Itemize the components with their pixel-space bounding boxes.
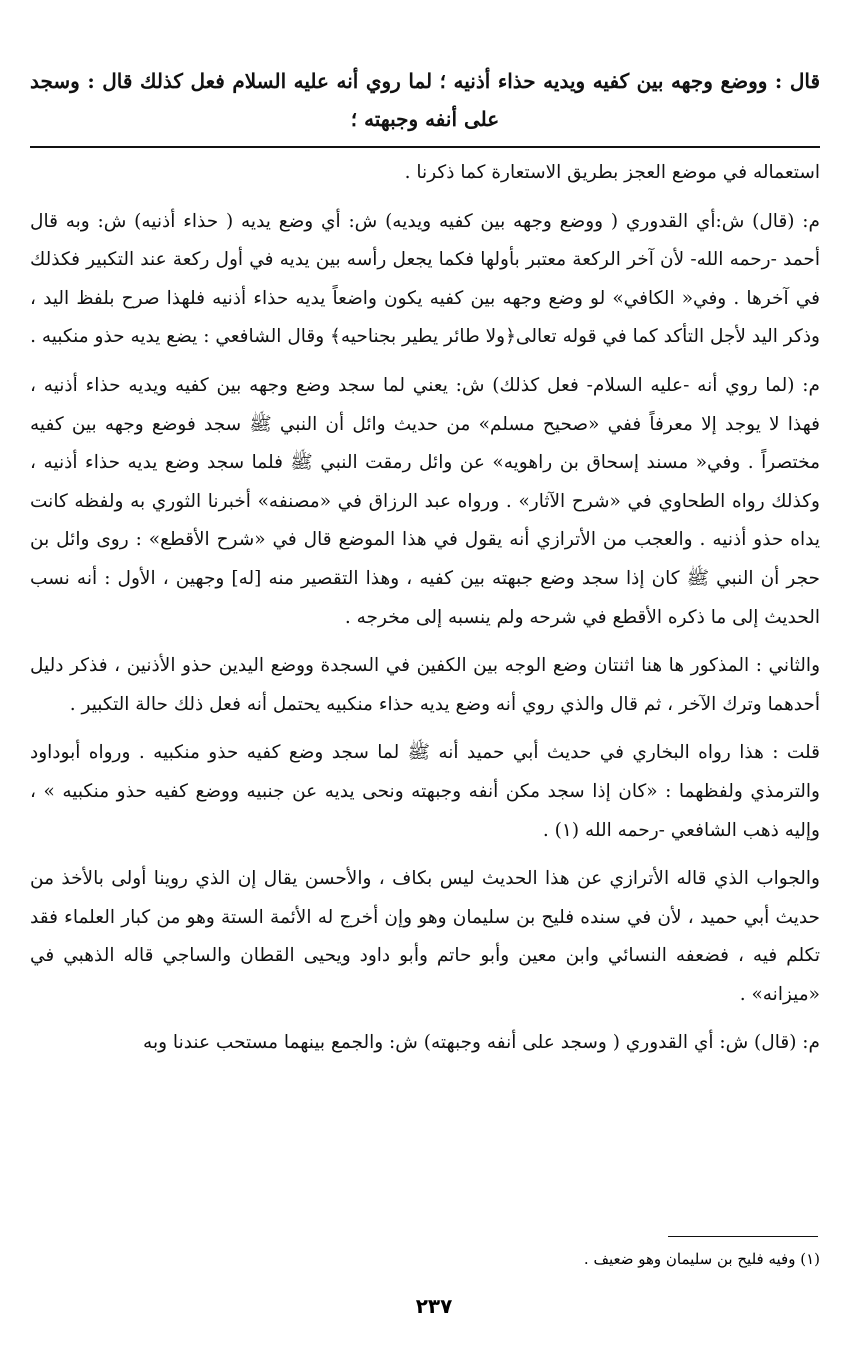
paragraph-text: م: (لما روي أنه -عليه السلام- فعل كذلك) ش: يعني لما سجد وضع وجهه بين كفيه ويديه حذاء أذنيه ، فهذا لا يوجد إلا معرفاً ففي «صحيح مسلم» من حديث وائل أن النبي ﷺ سجد فوضع وجهه بين كفيه مختصراً . وفي« مسند إسحاق بن راهويه» عن وائل رمقت النبي ﷺ فلما سجد وضع يديه حذاء أذنيه ، وكذلك رواه الطحاوي في «شرح الآثار» . ورواه عبد الرزاق في «مصنفه» أخبرنا الثوري به ولفظه كانت يداه حذو أذنيه . والعجب من الأترازي أنه يقول في هذا الموضع قال في «شرح الأقطع» : روى وائل بن حجر أن النبي ﷺ كان إذا سجد وضع جبهته بين كفيه ، وهذا التقصير منه [له] وجهين ، الأول : أنه نسب الحديث إلى ما ذكره الأقطع في شرحه ولم ينسبه إلى مخرجه . (30, 374, 820, 628)
paragraph-text: م: (قال) ش: أي القدوري ( وسجد على أنفه وجبهته) ش: والجمع بينهما مستحب عندنا وبه (143, 1032, 820, 1054)
commentary-paragraph-2 (30, 203, 820, 357)
paragraph-text: م: (قال) ش:أي القدوري ( ووضع وجهه بين كفيه ويديه) ش: أي وضع يديه ( حذاء أذنيه) ش: وبه قال أحمد -رحمه الله- لأن آخر الركعة معتبر بأولها فكما يجعل رأسه بين يديه في أول ركعة عند التكبير فكذلك في آخرها . وفي« الكافي» لو وضع وجهه بين كفيه يكون واضعاً يديه حذاء أذنيه فلهذا صرح بلفظ اليد ، وذكر اليد لأجل التأكد كما في قوله تعالى﴿ولا طائر يطير بجناحيه﴾ وقال الشافعي : يضع يديه حذو منكبيه . (30, 210, 820, 348)
commentary-paragraph-3 (30, 367, 820, 637)
page-body (30, 62, 820, 1073)
commentary-paragraph-1 (30, 154, 820, 193)
paragraph-text: والجواب الذي قاله الأترازي عن هذا الحديث ليس بكاف ، والأحسن يقال إن الذي روينا أولى بالأخذ من حديث أبي حميد ، لأن في سنده فليح بن سليمان وهو وإن أخرج له الأئمة الستة وهو من كبار العلماء فقد تكلم فيه ، فضعفه النسائي وابن معين وأبو حاتم وأبو داود ويحيى القطان والساجي قاله الذهبي في «ميزانه» . (30, 868, 820, 1005)
matn-header: قال : ووضع وجهه بين كفيه ويديه حذاء أذنيه ؛ لما روي أنه عليه السلام فعل كذلك قال : وسجد على أنفه وجبهته ؛ (30, 69, 820, 131)
footnote-divider (668, 1236, 818, 1237)
commentary-paragraph-4 (30, 647, 820, 724)
page-number: ٢٣٧ (415, 1294, 453, 1318)
paragraph-text: قلت : هذا رواه البخاري في حديث أبي حميد أنه ﷺ لما سجد وضع كفيه حذو منكبيه . ورواه أبوداود والترمذي ولفظهما : «كان إذا سجد مكن أنفه وجبهته ونحى يديه عن جنبيه ووضع كفيه حذو منكبيه » ، وإليه ذهب الشافعي -رحمه الله (١) . (30, 742, 820, 841)
header-divider (30, 146, 820, 148)
paragraph-text: والثاني : المذكور ها هنا اثنتان وضع الوجه بين الكفين في السجدة ووضع اليدين حذو الأذنين ، فذكر دليل أحدهما وترك الآخر ، ثم قال والذي روي أنه وضع يديه حذاء منكبيه يحتمل أنه فعل ذلك حالة التكبير . (30, 655, 820, 715)
commentary-paragraph-6 (30, 860, 820, 1014)
footnote: (١) وفيه فليح بن سليمان وهو ضعيف . (583, 1250, 820, 1268)
commentary-paragraph-5 (30, 734, 820, 850)
paragraph-text: استعماله في موضع العجز بطريق الاستعارة كما ذكرنا . (404, 162, 820, 183)
commentary-paragraph-7 (30, 1024, 820, 1063)
